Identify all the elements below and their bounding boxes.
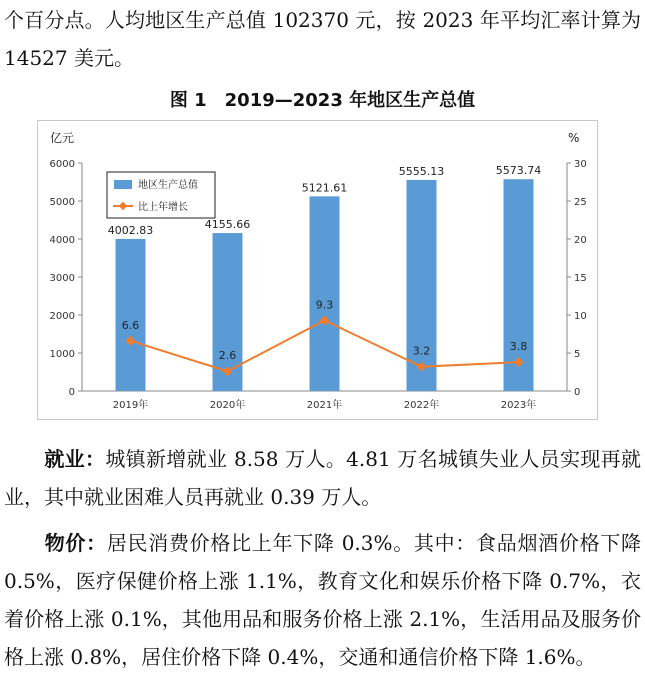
bar-gdp [116,239,146,391]
x-tick-label: 2021年 [306,400,343,411]
growth-value-label: 3.2 [412,344,431,358]
prices-paragraph [4,524,641,676]
growth-value-label: 9.3 [315,298,334,312]
employment-text: 城镇新增就业 8.58 万人。4.81 万名城镇失业人员实现再就业，其中就业困难人员再就业 0.39 万人。 [4,447,641,509]
legend-label-growth: 比上年增长 [138,202,188,213]
chart-container [37,120,598,420]
growth-value-label: 2.6 [218,349,237,363]
right-axis-unit: % [568,131,580,145]
left-tick-label: 4000 [49,235,75,246]
employment-paragraph [4,440,641,516]
bar-value-label: 5573.74 [495,164,542,178]
left-tick-label: 5000 [49,197,75,208]
figure-title: 图 1 2019—2023 年地区生产总值 [169,90,476,111]
x-tick-label: 2020年 [209,400,246,411]
bar-gdp [407,180,437,391]
left-axis-unit: 亿元 [50,131,75,145]
growth-value-label: 3.8 [509,340,528,354]
bar-value-label: 5555.13 [398,164,445,178]
left-tick-label: 1000 [49,349,75,360]
growth-value-label: 6.6 [121,318,140,332]
employment-lead: 就业： [44,447,106,471]
x-tick-label: 2022年 [403,400,440,411]
bar-value-label: 4002.83 [107,223,154,237]
right-tick-label: 30 [574,159,587,170]
left-tick-label: 2000 [49,311,75,322]
right-tick-label: 25 [574,197,587,208]
bar-value-label: 5121.61 [301,181,348,195]
legend-label-gdp: 地区生产总值 [138,180,198,191]
legend-bar-swatch [114,180,132,189]
right-tick-label: 5 [574,349,581,360]
gdp-chart [38,121,599,421]
right-tick-label: 0 [574,387,581,398]
left-tick-label: 3000 [49,273,75,284]
intro-paragraph: 个百分点。人均地区生产总值 102370 元，按 2023 年平均汇率计算为 14527 美元。 [4,8,641,70]
bar-value-label: 4155.66 [204,218,251,232]
bar-gdp [310,196,340,391]
x-tick-label: 2023年 [500,400,537,411]
prices-lead: 物价： [44,531,107,555]
right-tick-label: 20 [574,235,587,246]
x-tick-label: 2019年 [112,400,149,411]
right-tick-label: 15 [574,273,587,284]
right-tick-label: 10 [574,311,587,322]
prices-text: 居民消费价格比上年下降 0.3%。其中：食品烟酒价格下降 0.5%，医疗保健价格上涨 1.1%，教育文化和娱乐价格下降 0.7%，衣着价格上涨 0.1%，其他用品和服务价格上涨 2.1%，生活用品及服务价格上涨 0.8%，居住价格下降 0.4%，交通和通信价格下降 1.6%。 [4,531,642,669]
left-tick-label: 0 [68,387,75,398]
left-tick-label: 6000 [49,159,75,170]
